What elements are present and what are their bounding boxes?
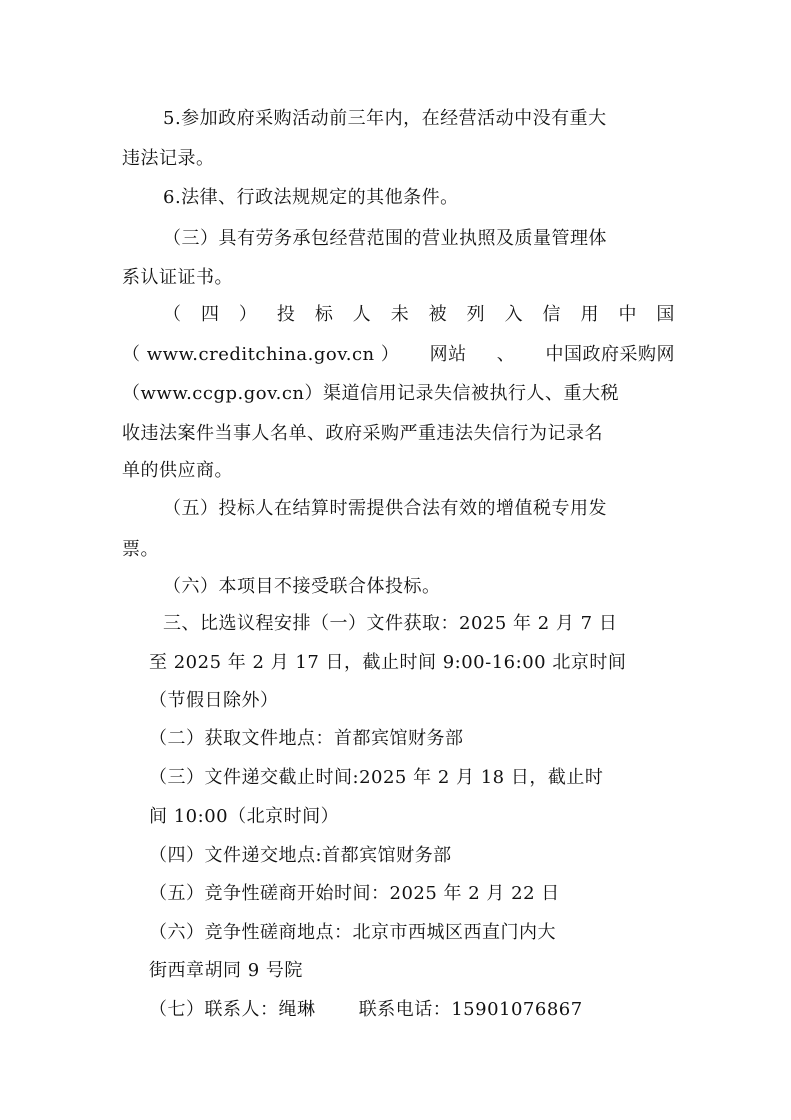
para-si-char: 入 <box>504 304 524 325</box>
schedule-3-line-2: 间 10:00（北京时间） <box>149 806 340 827</box>
para-si-char: 国 <box>656 304 675 325</box>
para-si-char: （ <box>163 304 182 325</box>
para-wu-line-1: （五）投标人在结算时需提供合法有效的增值税专用发 <box>163 498 607 519</box>
para-si-char: 用 <box>580 304 599 325</box>
para-si-char: 人 <box>352 304 372 325</box>
schedule-1-line-3: （节假日除外） <box>149 690 279 711</box>
para-5-line-2: 违法记录。 <box>122 148 215 169</box>
para-si-char: 投 <box>276 304 296 325</box>
schedule-6-line-1: （六）竞争性磋商地点：北京市西城区西直门内大 <box>149 922 556 943</box>
para-si-char: 标 <box>314 304 334 325</box>
para-si-line-4: 收违法案件当事人名单、政府采购严重违法失信行为记录名 <box>122 423 603 444</box>
para-si-char: 中 <box>618 304 637 325</box>
para-san-line-2: 系认证证书。 <box>122 267 233 288</box>
para-5-line-1: 5.参加政府采购活动前三年内，在经营活动中没有重大 <box>163 108 607 129</box>
schedule-1-line-1: 三、比选议程安排（一）文件获取：2025 年 2 月 7 日 <box>163 613 618 634</box>
para-san-line-1: （三）具有劳务承包经营范围的营业执照及质量管理体 <box>163 228 607 249</box>
schedule-5-line-1: （五）竞争性磋商开始时间：2025 年 2 月 22 日 <box>149 883 560 904</box>
para-si-word: 中国政府采购网 <box>545 344 675 365</box>
creditchina-url: （ www.creditchina.gov.cn ） <box>122 344 400 365</box>
para-liu-line-1: （六）本项目不接受联合体投标。 <box>163 576 441 597</box>
para-si-line-5: 单的供应商。 <box>122 460 233 481</box>
para-si-char: 未 <box>390 304 410 325</box>
para-si-char: 信 <box>542 304 562 325</box>
para-si-char: 四 <box>200 304 220 325</box>
para-si-word: 网站 <box>429 344 467 365</box>
para-wu-line-2: 票。 <box>122 539 159 560</box>
para-si-line-2 <box>122 343 675 367</box>
para-si-char: ） <box>238 304 258 325</box>
para-si-char: 列 <box>466 304 486 325</box>
schedule-2-line-1: （二）获取文件地点：首都宾馆财务部 <box>149 728 464 749</box>
para-si-char: 被 <box>428 304 448 325</box>
para-si-word: 、 <box>496 344 516 365</box>
schedule-6-line-2: 街西章胡同 9 号院 <box>149 960 303 981</box>
para-si-line-1 <box>163 303 675 327</box>
schedule-7-line-1: （七）联系人：绳琳 联系电话：15901076867 <box>149 999 583 1020</box>
para-6-line-1: 6.法律、行政法规规定的其他条件。 <box>163 187 459 208</box>
schedule-3-line-1: （三）文件递交截止时间:2025 年 2 月 18 日，截止时 <box>149 767 604 788</box>
para-si-line-3: （www.ccgp.gov.cn）渠道信用记录失信被执行人、重大税 <box>122 383 620 404</box>
schedule-4-line-1: （四）文件递交地点:首都宾馆财务部 <box>149 845 452 866</box>
schedule-1-line-2: 至 2025 年 2 月 17 日，截止时间 9:00-16:00 北京时间 <box>149 652 627 673</box>
